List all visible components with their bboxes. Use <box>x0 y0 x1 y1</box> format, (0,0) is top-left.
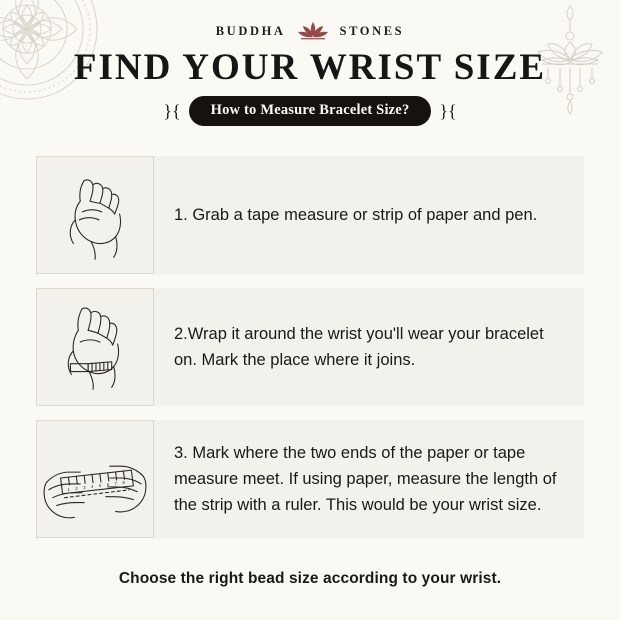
hand-fist-illustration <box>36 156 154 274</box>
list-item <box>36 420 584 538</box>
svg-text:1: 1 <box>67 486 70 492</box>
svg-text:6: 6 <box>106 481 110 487</box>
step-text: 1. Grab a tape measure or strip of paper and pen. <box>174 205 538 224</box>
brand-lockup <box>0 20 620 42</box>
hands-with-ruler-illustration <box>36 420 154 538</box>
subtitle-badge: How to Measure Bracelet Size? <box>189 96 432 126</box>
hand-with-strip-illustration <box>36 288 154 406</box>
page-title: FIND YOUR WRIST SIZE <box>73 47 547 88</box>
list-item <box>36 156 584 274</box>
footer-note: Choose the right bead size according to your wrist. <box>118 570 502 587</box>
flourish-left-icon: }{ <box>163 101 181 121</box>
step-text: 2.Wrap it around the wrist you'll wear your bracelet on. Mark the place where it joins. <box>174 324 544 369</box>
step-text: 3. Mark where the two ends of the paper or tape measure meet. If using paper, measure the length of the strip with a ruler. This would be your wrist size. <box>174 443 557 515</box>
brand-name-right: STONES <box>339 23 405 38</box>
lotus-icon <box>296 20 330 42</box>
steps-list <box>36 156 584 552</box>
svg-text:4: 4 <box>91 483 94 489</box>
list-item <box>36 288 584 406</box>
svg-text:3: 3 <box>83 484 86 490</box>
brand-name-left: BUDDHA <box>215 23 286 38</box>
subtitle-row <box>0 96 620 126</box>
svg-text:5: 5 <box>98 482 102 488</box>
svg-text:2: 2 <box>75 485 78 491</box>
svg-text:7: 7 <box>114 480 117 486</box>
svg-text:8: 8 <box>122 479 125 485</box>
flourish-right-icon: }{ <box>439 101 457 121</box>
